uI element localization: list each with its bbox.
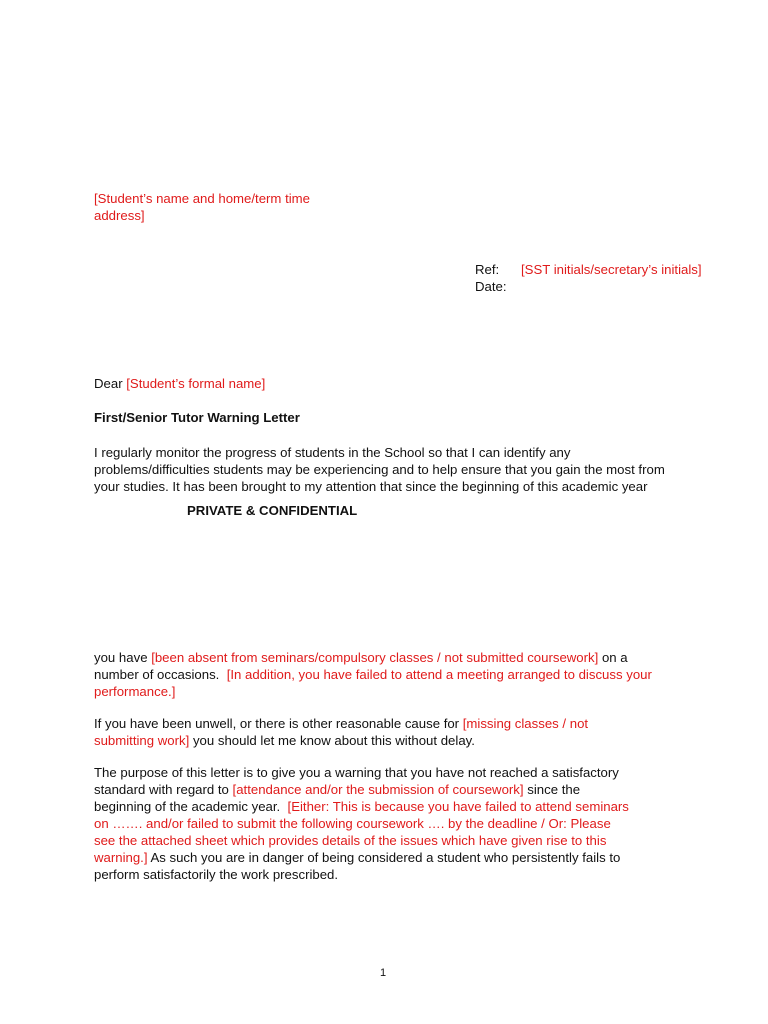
salutation xyxy=(94,375,265,392)
para3-line-1 xyxy=(94,715,588,732)
para1-line-1: I regularly monitor the progress of students in the School so that I can identify any xyxy=(94,445,571,460)
address-line-2: address] xyxy=(94,208,145,223)
ref-row xyxy=(475,261,702,278)
para3-line-2 xyxy=(94,732,588,749)
para4-line-2 xyxy=(94,781,629,798)
para2-text-2: on a xyxy=(598,650,628,665)
para1-line-2: problems/difficulties students may be experiencing and to help ensure that you gain the most from xyxy=(94,462,665,477)
para4-line-4: on ……. and/or failed to submit the following coursework …. by the deadline / Or: Please xyxy=(94,816,611,831)
para1-line-3: your studies. It has been brought to my attention that since the beginning of this academic year xyxy=(94,479,648,494)
paragraph-4 xyxy=(94,764,629,883)
para4-text-5: As such you are in danger of being considered a student who persistently fails to xyxy=(147,850,621,865)
para2-text-1: you have xyxy=(94,650,152,665)
para3-text-2: you should let me know about this without delay. xyxy=(189,733,475,748)
salutation-dear: Dear xyxy=(94,376,127,391)
letter-heading: First/Senior Tutor Warning Letter xyxy=(94,410,300,425)
para4-line-7: perform satisfactorily the work prescribed. xyxy=(94,867,339,882)
ref-label: Ref: xyxy=(475,262,500,277)
para4-line-6 xyxy=(94,849,629,866)
date-row xyxy=(475,278,702,295)
para2-placeholder-3: performance.] xyxy=(94,684,176,699)
para2-line-2 xyxy=(94,666,652,683)
paragraph-2 xyxy=(94,649,652,700)
paragraph-3 xyxy=(94,715,588,749)
para3-text-1: If you have been unwell, or there is other reasonable cause for xyxy=(94,716,463,731)
para2-line-3 xyxy=(94,683,652,700)
para4-placeholder-2: [Either: This is because you have failed to attend seminars xyxy=(287,799,629,814)
para4-text-2: standard with regard to xyxy=(94,782,233,797)
para4-placeholder-5: warning.] xyxy=(94,850,148,865)
para3-placeholder-1: [missing classes / not xyxy=(462,716,589,731)
salutation-name: [Student’s formal name] xyxy=(126,376,266,391)
para3-placeholder-2: submitting work] xyxy=(94,733,190,748)
address-line-1: [Student’s name and home/term time xyxy=(94,191,310,206)
para4-text-4: beginning of the academic year. xyxy=(94,799,288,814)
student-address xyxy=(94,190,310,224)
para4-line-1: The purpose of this letter is to give you a warning that you have not reached a satisfactory xyxy=(94,765,619,780)
para4-placeholder-1: [attendance and/or the submission of coursework] xyxy=(232,782,524,797)
para2-placeholder-2: [In addition, you have failed to attend a meeting arranged to discuss your xyxy=(226,667,652,682)
para4-line-5: see the attached sheet which provides details of the issues which have given rise to this xyxy=(94,833,607,848)
confidential-label: PRIVATE & CONFIDENTIAL xyxy=(187,503,358,518)
para2-placeholder-1: [been absent from seminars/compulsory classes / not submitted coursework] xyxy=(151,650,599,665)
paragraph-1 xyxy=(94,444,665,495)
para2-text-3: number of occasions. xyxy=(94,667,227,682)
para4-text-3: since the xyxy=(523,782,581,797)
date-label: Date: xyxy=(475,279,507,294)
para4-line-3 xyxy=(94,798,629,815)
page-number: 1 xyxy=(380,967,387,979)
ref-value: [SST initials/secretary’s initials] xyxy=(521,262,702,277)
para2-line-1 xyxy=(94,649,652,666)
reference-block xyxy=(475,261,702,295)
